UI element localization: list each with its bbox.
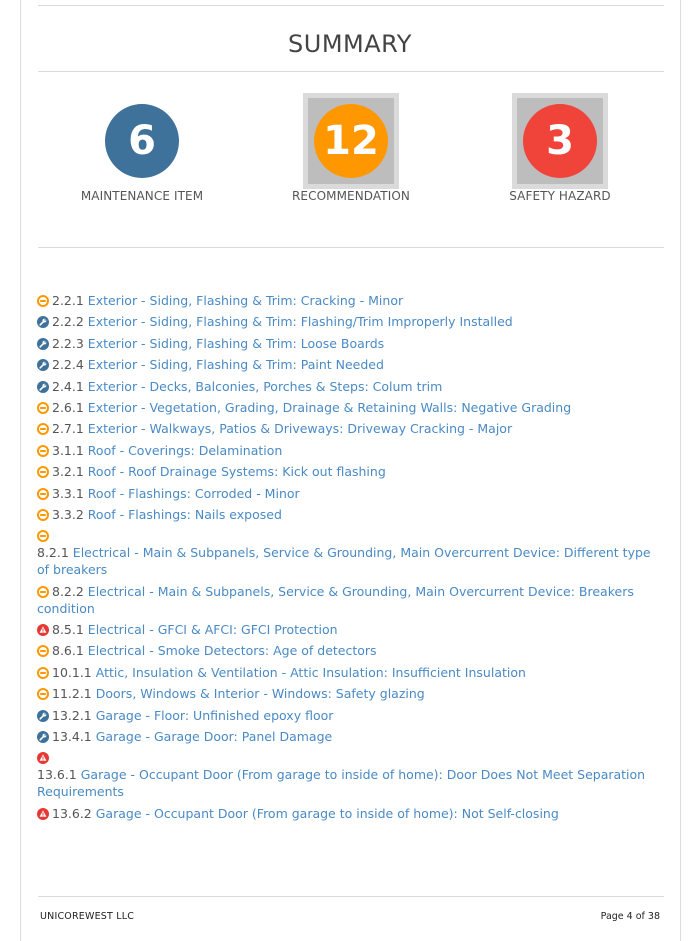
stat-maintenance[interactable] bbox=[42, 93, 242, 203]
list-item[interactable] bbox=[37, 485, 665, 502]
item-number: 2.6.1 bbox=[52, 399, 84, 415]
minus-circle-icon bbox=[37, 666, 49, 678]
page-edge-left bbox=[20, 0, 21, 941]
footer-divider bbox=[38, 896, 664, 897]
list-item[interactable] bbox=[37, 805, 665, 822]
item-link[interactable]: Exterior - Decks, Balconies, Porches & Steps: Colum trim bbox=[87, 378, 443, 394]
item-link[interactable]: Electrical - Smoke Detectors: Age of detectors bbox=[87, 643, 377, 659]
minus-circle-icon bbox=[37, 465, 49, 477]
item-number: 8.2.1 bbox=[37, 545, 69, 561]
list-item[interactable] bbox=[37, 685, 665, 702]
maintenance-count-circle bbox=[105, 104, 179, 178]
list-item[interactable] bbox=[37, 506, 665, 523]
item-link[interactable]: Roof - Flashings: Nails exposed bbox=[87, 506, 282, 522]
list-item[interactable] bbox=[37, 356, 665, 373]
item-link[interactable]: Attic, Insulation & Ventilation - Attic Insulation: Insufficient Insulation bbox=[95, 664, 526, 680]
item-number: 3.1.1 bbox=[52, 442, 84, 458]
wrench-icon bbox=[37, 380, 49, 392]
list-item[interactable] bbox=[37, 292, 665, 309]
stat-safety[interactable] bbox=[460, 93, 660, 203]
item-link[interactable]: Garage - Floor: Unfinished epoxy floor bbox=[95, 707, 334, 723]
list-item[interactable] bbox=[37, 527, 665, 578]
item-link[interactable]: Roof - Roof Drainage Systems: Kick out flashing bbox=[87, 464, 386, 480]
item-number: 3.3.2 bbox=[52, 506, 84, 522]
list-item[interactable] bbox=[37, 399, 665, 416]
item-number: 3.3.1 bbox=[52, 485, 84, 501]
item-number: 10.1.1 bbox=[52, 664, 92, 680]
recommendation-count: 12 bbox=[323, 118, 379, 164]
list-item[interactable] bbox=[37, 313, 665, 330]
item-link[interactable]: Exterior - Siding, Flashing & Trim: Flashing/Trim Improperly Installed bbox=[87, 314, 513, 330]
item-number: 2.2.4 bbox=[52, 357, 84, 373]
item-number: 3.2.1 bbox=[52, 464, 84, 480]
top-divider bbox=[38, 5, 664, 6]
item-link[interactable]: Garage - Garage Door: Panel Damage bbox=[95, 729, 333, 745]
item-icon-row bbox=[37, 749, 665, 766]
recommendation-count-circle bbox=[314, 104, 388, 178]
item-number: 13.6.1 bbox=[37, 767, 77, 783]
minus-circle-icon bbox=[37, 401, 49, 413]
list-item[interactable] bbox=[37, 728, 665, 745]
safety-badge-frame bbox=[512, 93, 608, 189]
item-link[interactable]: Roof - Coverings: Delamination bbox=[87, 442, 283, 458]
recommendation-badge-frame bbox=[303, 93, 399, 189]
item-number: 8.5.1 bbox=[52, 622, 84, 638]
safety-count: 3 bbox=[546, 118, 574, 164]
list-item[interactable] bbox=[37, 642, 665, 659]
stats-divider bbox=[38, 247, 664, 248]
wrench-icon bbox=[37, 358, 49, 370]
maintenance-badge-frame bbox=[94, 93, 190, 189]
item-link[interactable]: Exterior - Vegetation, Grading, Drainage & Retaining Walls: Negative Grading bbox=[87, 399, 572, 415]
footer-company: UNICOREWEST LLC bbox=[40, 911, 135, 922]
minus-circle-icon bbox=[37, 529, 49, 541]
item-link[interactable]: Exterior - Walkways, Patios & Driveways: Driveway Cracking - Major bbox=[87, 421, 513, 437]
list-item[interactable] bbox=[37, 707, 665, 724]
wrench-icon bbox=[37, 315, 49, 327]
warning-icon bbox=[37, 751, 49, 763]
safety-label: SAFETY HAZARD bbox=[509, 189, 611, 203]
item-number: 13.6.2 bbox=[52, 805, 92, 821]
item-link[interactable]: Roof - Flashings: Corroded - Minor bbox=[87, 485, 300, 501]
minus-circle-icon bbox=[37, 687, 49, 699]
minus-circle-icon bbox=[37, 294, 49, 306]
item-number: 8.6.1 bbox=[52, 643, 84, 659]
page-edge-right bbox=[680, 0, 681, 941]
item-number: 13.2.1 bbox=[52, 707, 92, 723]
item-number: 8.2.2 bbox=[52, 583, 84, 599]
warning-icon bbox=[37, 807, 49, 819]
list-item[interactable] bbox=[37, 420, 665, 437]
list-item[interactable] bbox=[37, 749, 665, 800]
item-link[interactable]: Electrical - GFCI & AFCI: GFCI Protection bbox=[87, 622, 338, 638]
minus-circle-icon bbox=[37, 585, 49, 597]
maintenance-count: 6 bbox=[128, 118, 156, 164]
maintenance-label: MAINTENANCE ITEM bbox=[80, 189, 204, 203]
item-link[interactable]: Exterior - Siding, Flashing & Trim: Cracking - Minor bbox=[87, 293, 404, 308]
item-link[interactable]: Garage - Occupant Door (From garage to inside of home): Door Does Not Meet Separation Requirements bbox=[37, 767, 646, 800]
item-link[interactable]: Exterior - Siding, Flashing & Trim: Paint Needed bbox=[87, 357, 384, 373]
warning-icon bbox=[37, 623, 49, 635]
list-item[interactable] bbox=[37, 335, 665, 352]
item-number: 2.7.1 bbox=[52, 421, 84, 437]
item-link[interactable]: Exterior - Siding, Flashing & Trim: Loose Boards bbox=[87, 335, 385, 351]
minus-circle-icon bbox=[37, 422, 49, 434]
item-number: 2.2.1 bbox=[52, 293, 84, 308]
page-title: SUMMARY bbox=[288, 30, 412, 58]
item-link[interactable]: Electrical - Main & Subpanels, Service & Grounding, Main Overcurrent Device: Different type of breakers bbox=[37, 545, 651, 578]
safety-count-circle bbox=[523, 104, 597, 178]
wrench-icon bbox=[37, 709, 49, 721]
wrench-icon bbox=[37, 730, 49, 742]
list-item[interactable] bbox=[37, 621, 665, 638]
list-item[interactable] bbox=[37, 583, 665, 617]
item-link[interactable]: Doors, Windows & Interior - Windows: Safety glazing bbox=[95, 686, 425, 702]
item-number: 13.4.1 bbox=[52, 729, 92, 745]
minus-circle-icon bbox=[37, 487, 49, 499]
minus-circle-icon bbox=[37, 508, 49, 520]
item-number: 2.2.2 bbox=[52, 314, 84, 330]
list-item[interactable] bbox=[37, 442, 665, 459]
minus-circle-icon bbox=[37, 644, 49, 656]
item-number: 2.2.3 bbox=[52, 335, 84, 351]
title-divider bbox=[38, 71, 664, 72]
wrench-icon bbox=[37, 337, 49, 349]
item-number: 2.4.1 bbox=[52, 378, 84, 394]
minus-circle-icon bbox=[37, 444, 49, 456]
list-item[interactable] bbox=[37, 378, 665, 395]
item-icon-row bbox=[37, 527, 665, 544]
footer-page-number: Page 4 of 38 bbox=[600, 911, 660, 922]
recommendation-label: RECOMMENDATION bbox=[291, 189, 410, 203]
item-number: 11.2.1 bbox=[52, 686, 92, 702]
stat-recommendation[interactable] bbox=[251, 93, 451, 203]
list-item[interactable] bbox=[37, 664, 665, 681]
defect-list bbox=[37, 292, 665, 826]
list-item[interactable] bbox=[37, 463, 665, 480]
item-link[interactable]: Electrical - Main & Subpanels, Service & Grounding, Main Overcurrent Device: Breakers condition bbox=[37, 583, 634, 616]
item-link[interactable]: Garage - Occupant Door (From garage to inside of home): Not Self-closing bbox=[95, 805, 559, 821]
